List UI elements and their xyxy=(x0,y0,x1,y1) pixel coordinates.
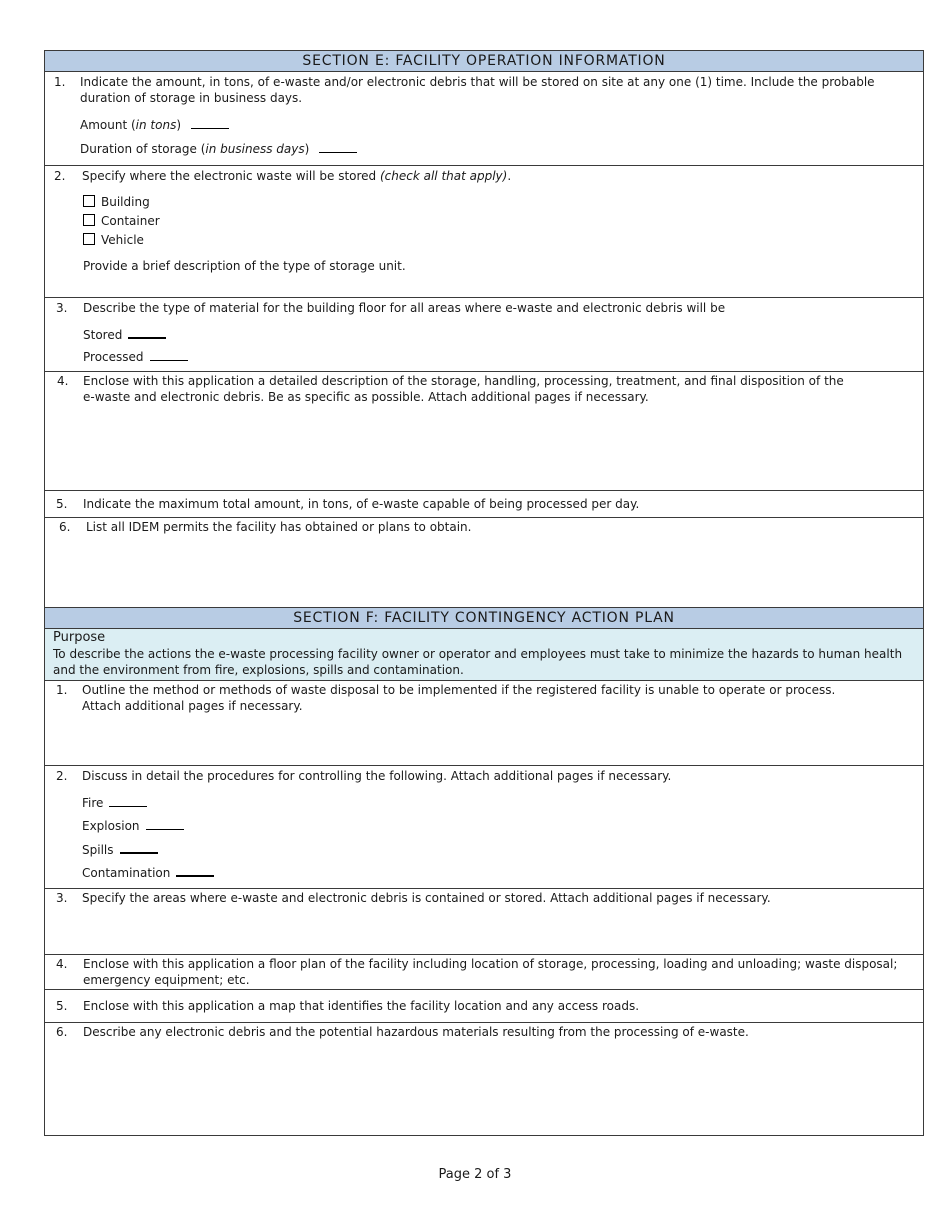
duration-field: Duration of storage (in business days) xyxy=(80,141,357,157)
application-form xyxy=(44,50,924,1136)
storage-description-prompt: Provide a brief description of the type of storage unit. xyxy=(83,259,406,273)
question-text: Enclose with this application a map that identifies the facility location and any access roads. xyxy=(83,999,640,1013)
contamination-input-line[interactable] xyxy=(176,864,214,877)
purpose-title: Purpose xyxy=(53,630,106,645)
section-f-question-3 xyxy=(45,889,923,955)
processed-field: Processed xyxy=(83,349,188,365)
section-e-question-6 xyxy=(45,518,923,608)
section-f-question-5 xyxy=(45,990,923,1023)
section-f-question-6 xyxy=(45,1023,923,1135)
question-text: Outline the method or methods of waste disposal to be implemented if the registered facility is unable to operate or process. Attach additional pages if necessary. xyxy=(82,683,836,713)
section-f-question-4 xyxy=(45,955,923,990)
question-text: List all IDEM permits the facility has obtained or plans to obtain. xyxy=(86,520,472,534)
question-number: 3. xyxy=(56,301,68,315)
storage-option-building[interactable]: Building xyxy=(83,194,150,210)
section-f-question-2 xyxy=(45,766,923,889)
duration-input-line[interactable] xyxy=(319,141,357,153)
question-number: 4. xyxy=(56,957,68,971)
section-e-question-2 xyxy=(45,166,923,298)
spills-input-line[interactable] xyxy=(120,841,158,854)
explosion-input-line[interactable] xyxy=(146,818,184,830)
question-number: 2. xyxy=(54,169,66,183)
question-number: 5. xyxy=(56,999,68,1013)
amount-input-line[interactable] xyxy=(191,117,229,129)
question-number: 2. xyxy=(56,769,68,783)
question-number: 1. xyxy=(54,75,66,89)
question-number: 6. xyxy=(59,520,71,534)
question-text: Indicate the maximum total amount, in tons, of e-waste capable of being processed per day. xyxy=(83,497,640,511)
explosion-field: Explosion xyxy=(82,818,184,834)
question-text: Describe any electronic debris and the potential hazardous materials resulting from the processing of e-waste. xyxy=(83,1025,749,1039)
container-checkbox[interactable] xyxy=(83,214,95,226)
section-e-question-1 xyxy=(45,72,923,166)
question-text: Indicate the amount, in tons, of e-waste and/or electronic debris that will be stored on site at any one (1) time. Include the probable duration of storage in business days. xyxy=(80,75,875,105)
purpose-box xyxy=(45,629,923,681)
question-number: 6. xyxy=(56,1025,68,1039)
question-number: 1. xyxy=(56,683,68,697)
spills-field: Spills xyxy=(82,841,158,858)
question-text: Describe the type of material for the building floor for all areas where e-waste and electronic debris will be xyxy=(83,301,726,315)
page-number: Page 2 of 3 xyxy=(438,1167,512,1182)
question-text: Enclose with this application a floor plan of the facility including location of storage, processing, loading and unloading; waste disposal; emergency equipment; etc. xyxy=(83,957,898,987)
amount-field: Amount (in tons) xyxy=(80,117,229,133)
vehicle-checkbox[interactable] xyxy=(83,233,95,245)
stored-input-line[interactable] xyxy=(128,326,166,339)
section-e-question-3 xyxy=(45,298,923,372)
section-f-header: SECTION F: FACILITY CONTINGENCY ACTION PLAN xyxy=(45,608,923,629)
section-e-question-5 xyxy=(45,491,923,518)
storage-option-vehicle[interactable]: Vehicle xyxy=(83,232,144,248)
question-number: 5. xyxy=(56,497,68,511)
stored-field: Stored xyxy=(83,326,166,343)
purpose-text: To describe the actions the e-waste processing facility owner or operator and employees must take to minimize the hazards to human health and the environment from fire, explosions, spills and contamination. xyxy=(53,647,903,677)
section-e-question-4 xyxy=(45,372,923,491)
storage-option-container[interactable]: Container xyxy=(83,213,160,229)
question-text: Specify the areas where e-waste and electronic debris is contained or stored. Attach additional pages if necessary. xyxy=(82,891,771,905)
question-number: 4. xyxy=(57,374,69,388)
processed-input-line[interactable] xyxy=(150,349,188,361)
fire-input-line[interactable] xyxy=(109,795,147,807)
section-f-question-1 xyxy=(45,681,923,766)
question-text: Enclose with this application a detailed description of the storage, handling, processing, treatment, and final disposition of the e-waste and electronic debris. Be as specific as possible. Attach additional pages if necessary. xyxy=(83,374,844,404)
question-text: Discuss in detail the procedures for controlling the following. Attach additional pages if necessary. xyxy=(82,769,672,783)
section-e-header: SECTION E: FACILITY OPERATION INFORMATION xyxy=(45,51,923,72)
fire-field: Fire xyxy=(82,795,147,811)
question-number: 3. xyxy=(56,891,68,905)
building-checkbox[interactable] xyxy=(83,195,95,207)
contamination-field: Contamination xyxy=(82,864,214,881)
question-text: Specify where the electronic waste will be stored (check all that apply). xyxy=(82,169,512,183)
